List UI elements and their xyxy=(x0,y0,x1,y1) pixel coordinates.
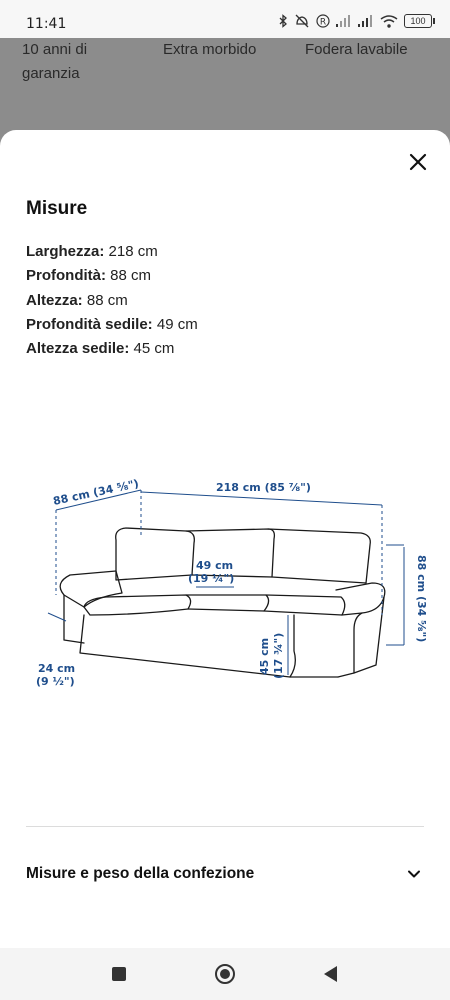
home-icon xyxy=(214,963,236,985)
sofa-drawing xyxy=(60,528,385,677)
label-armrest-in: (9 ½") xyxy=(36,675,75,688)
status-time: 11:41 xyxy=(26,16,67,32)
spec-value: 49 cm xyxy=(152,315,198,333)
battery-icon: 100 xyxy=(404,14,432,28)
feature-washable-cover: Fodera lavabile xyxy=(305,41,408,58)
accordion-label: Misure e peso della confezione xyxy=(26,865,255,882)
spec-label: Altezza: xyxy=(26,291,83,309)
spec-seat-depth xyxy=(26,313,198,337)
divider xyxy=(26,826,424,827)
spec-value: 45 cm xyxy=(129,340,175,358)
svg-text:R: R xyxy=(319,17,327,28)
back-icon xyxy=(322,965,340,983)
spec-width xyxy=(26,240,198,264)
spec-depth xyxy=(26,264,198,288)
label-depth: 88 cm (34 ⅝") xyxy=(51,477,140,508)
spec-label: Profondità sedile: xyxy=(26,315,153,333)
back-button[interactable] xyxy=(317,960,345,988)
mute-icon xyxy=(294,14,310,28)
label-height: 88 cm (34 ⅝") xyxy=(415,555,428,643)
close-button[interactable] xyxy=(404,148,432,176)
dimension-labels xyxy=(36,477,428,688)
label-armrest-cm: 24 cm xyxy=(38,662,76,675)
label-seat-height-cm: 45 cm xyxy=(258,637,271,675)
spec-value: 88 cm xyxy=(106,267,152,285)
spec-height xyxy=(26,289,198,313)
feature-warranty: 10 anni di garanzia xyxy=(22,41,88,82)
home-button[interactable] xyxy=(211,960,239,988)
sheet-title: Misure xyxy=(26,198,88,219)
spec-seat-height xyxy=(26,337,198,361)
spec-list xyxy=(26,240,198,361)
spec-label: Profondità: xyxy=(26,267,106,285)
recents-button[interactable] xyxy=(105,960,133,988)
label-seat-height-in: (17 ¾") xyxy=(272,632,285,679)
recents-icon xyxy=(111,966,127,982)
spec-label: Altezza sedile: xyxy=(26,340,130,358)
chevron-down-icon xyxy=(404,864,424,884)
label-seat-depth-cm: 49 cm xyxy=(196,559,234,572)
spec-value: 88 cm xyxy=(82,291,128,309)
status-icons xyxy=(278,14,432,28)
label-width: 218 cm (85 ⅞") xyxy=(216,481,311,494)
signal-icon xyxy=(336,15,352,27)
feature-softness: Extra morbido xyxy=(163,41,257,58)
spec-label: Larghezza: xyxy=(26,243,105,260)
spec-value: 218 cm xyxy=(104,243,158,260)
registered-icon xyxy=(316,14,330,28)
label-seat-depth-in: (19 ¼") xyxy=(188,572,235,585)
signal-icon xyxy=(358,15,374,27)
bluetooth-icon xyxy=(278,14,288,28)
system-nav-bar xyxy=(0,948,450,1000)
sofa-dimension-diagram xyxy=(36,465,426,705)
background-page-features xyxy=(0,38,450,138)
status-bar xyxy=(0,0,450,38)
close-icon xyxy=(404,148,432,176)
measurements-sheet xyxy=(0,130,450,948)
wifi-icon xyxy=(380,15,398,28)
package-dimensions-accordion[interactable] xyxy=(26,854,424,894)
